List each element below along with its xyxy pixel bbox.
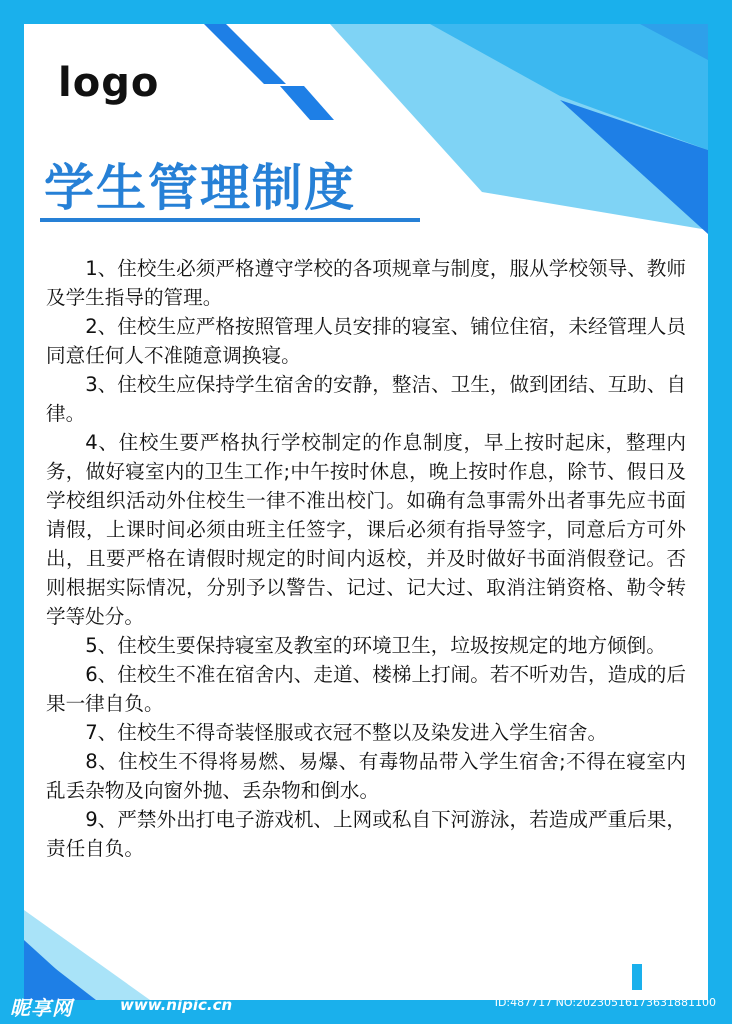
rule-item-7: 7、住校生不得奇装怪服或衣冠不整以及染发进入学生宿舍。 xyxy=(85,721,608,744)
rule-item-5: 5、住校生要保持寝室及教室的环境卫生，垃圾按规定的地方倾倒。 xyxy=(85,634,666,657)
rule-item-3: 3、住校生应保持学生宿舍的安静，整洁、卫生，做到团结、互助、自律。 xyxy=(46,373,686,425)
watermark-site-name: 昵享网 xyxy=(10,996,73,1020)
rule-item-1: 1、住校生必须严格遵守学校的各项规章与制度，服从学校领导、教师及学生指导的管理。 xyxy=(46,257,686,309)
page-title: 学生管理制度 xyxy=(44,159,356,217)
rule-item-4: 4、住校生要严格执行学校制定的作息制度，早上按时起床，整理内务，做好寝室内的卫生工作;中午按时休息，晚上按时作息，除节、假日及学校组织活动外住校生一律不准出校门。如确有急事需外出者事先应书面请假，上课时间必须由班主任签字，课后必须有指导签字，同意后方可外出，且要严格在请假时规定的时间内返校，并及时做好书面消假登记。否则根据实际情况，分别予以警告、记过、记大过、取消注销资格、勒令转学等处分。 xyxy=(46,431,686,628)
rule-item-9: 9、严禁外出打电子游戏机、上网或私自下河游泳，若造成严重后果，责任自负。 xyxy=(46,808,686,860)
rule-item-6: 6、住校生不准在宿舍内、走道、楼梯上打闹。若不听劝告，造成的后果一律自负。 xyxy=(46,663,686,715)
watermark-url: www.nipic.cn xyxy=(120,996,233,1014)
rules-list xyxy=(46,254,686,863)
rule-item-2: 2、住校生应严格按照管理人员安排的寝室、铺位住宿，未经管理人员同意任何人不准随意调换寝。 xyxy=(46,315,686,367)
bottom-right-marker xyxy=(632,964,642,990)
title-underline xyxy=(40,218,420,222)
logo-placeholder: logo xyxy=(58,60,160,106)
watermark-id: ID:487717 NO:20230516173631881100 xyxy=(494,996,716,1009)
rule-item-8: 8、住校生不得将易燃、易爆、有毒物品带入学生宿舍;不得在寝室内乱丢杂物及向窗外抛、丢杂物和倒水。 xyxy=(46,750,686,802)
